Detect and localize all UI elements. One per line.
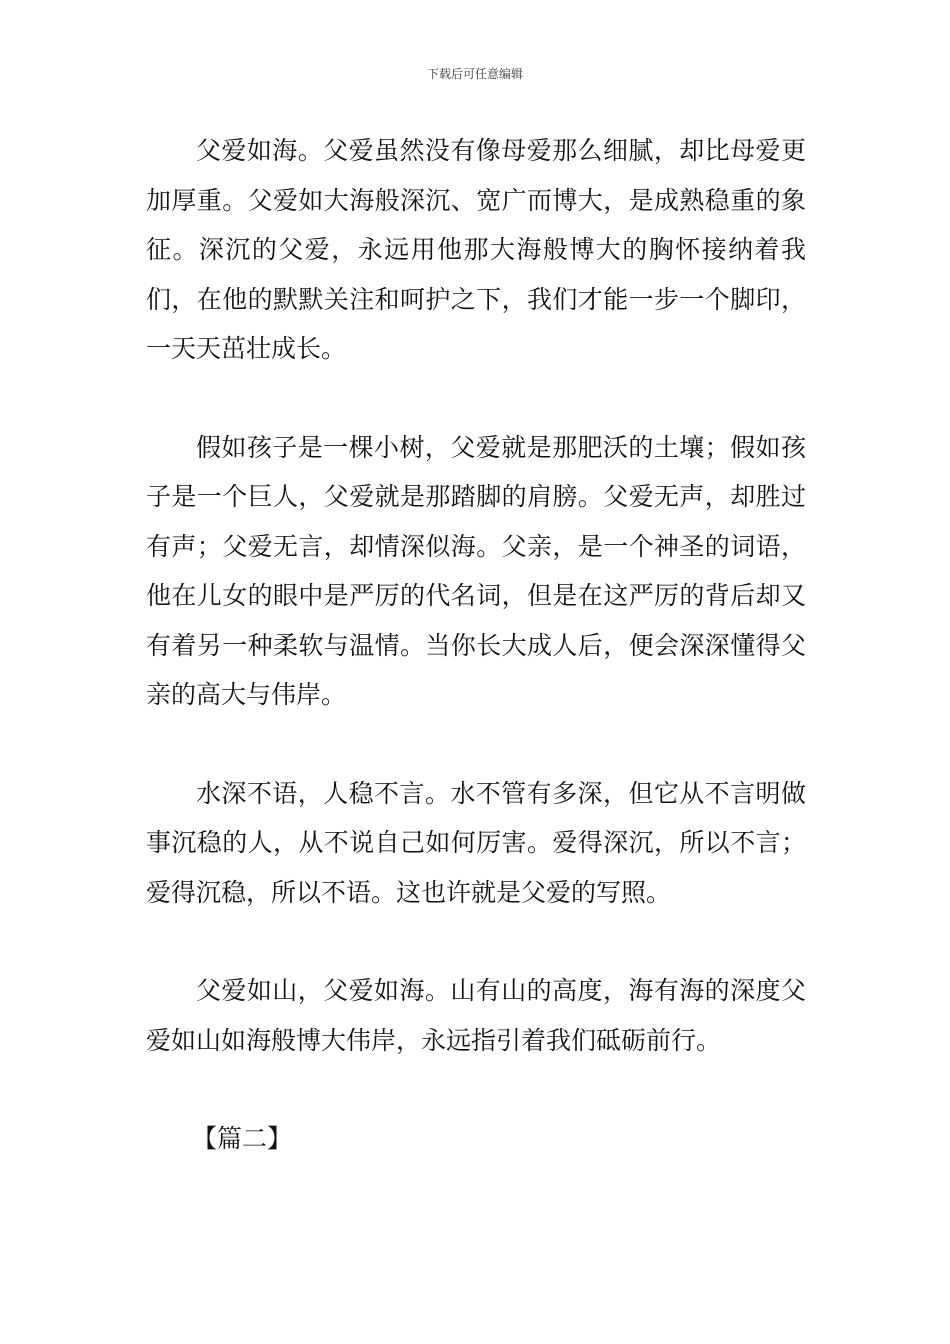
paragraph-3: 水深不语，人稳不言。水不管有多深，但它从不言明做事沉稳的人，从不说自己如何厉害。爱得深沉，所以不言；爱得沉稳，所以不语。这也许就是父爱的写照。 (146, 778, 806, 907)
section-heading: 【篇二】 (192, 1124, 293, 1153)
paragraph-1: 父爱如海。父爱虽然没有像母爱那么细腻，却比母爱更加厚重。父爱如大海般深沉、宽广而博大，是成熟稳重的象征。深沉的父爱，永远用他那大海般博大的胸怀接纳着我们，在他的默默关注和呵护之下，我们才能一步一个脚印，一天天茁壮成长。 (146, 136, 806, 363)
document-body (146, 126, 806, 1164)
paragraph-2: 假如孩子是一棵小树，父爱就是那肥沃的土壤；假如孩子是一个巨人，父爱就是那踏脚的肩膀。父爱无声，却胜过有声；父爱无言，却情深似海。父亲，是一个神圣的词语，他在儿女的眼中是严厉的代名词，但是在这严厉的背后却又有着另一种柔软与温情。当你长大成人后，便会深深懂得父亲的高大与伟岸。 (146, 432, 806, 709)
header-note: 下载后可任意编辑 (426, 67, 523, 81)
paragraph-4: 父爱如山，父爱如海。山有山的高度，海有海的深度父爱如山如海般博大伟岸，永远指引着我们砥砺前行。 (146, 976, 806, 1055)
